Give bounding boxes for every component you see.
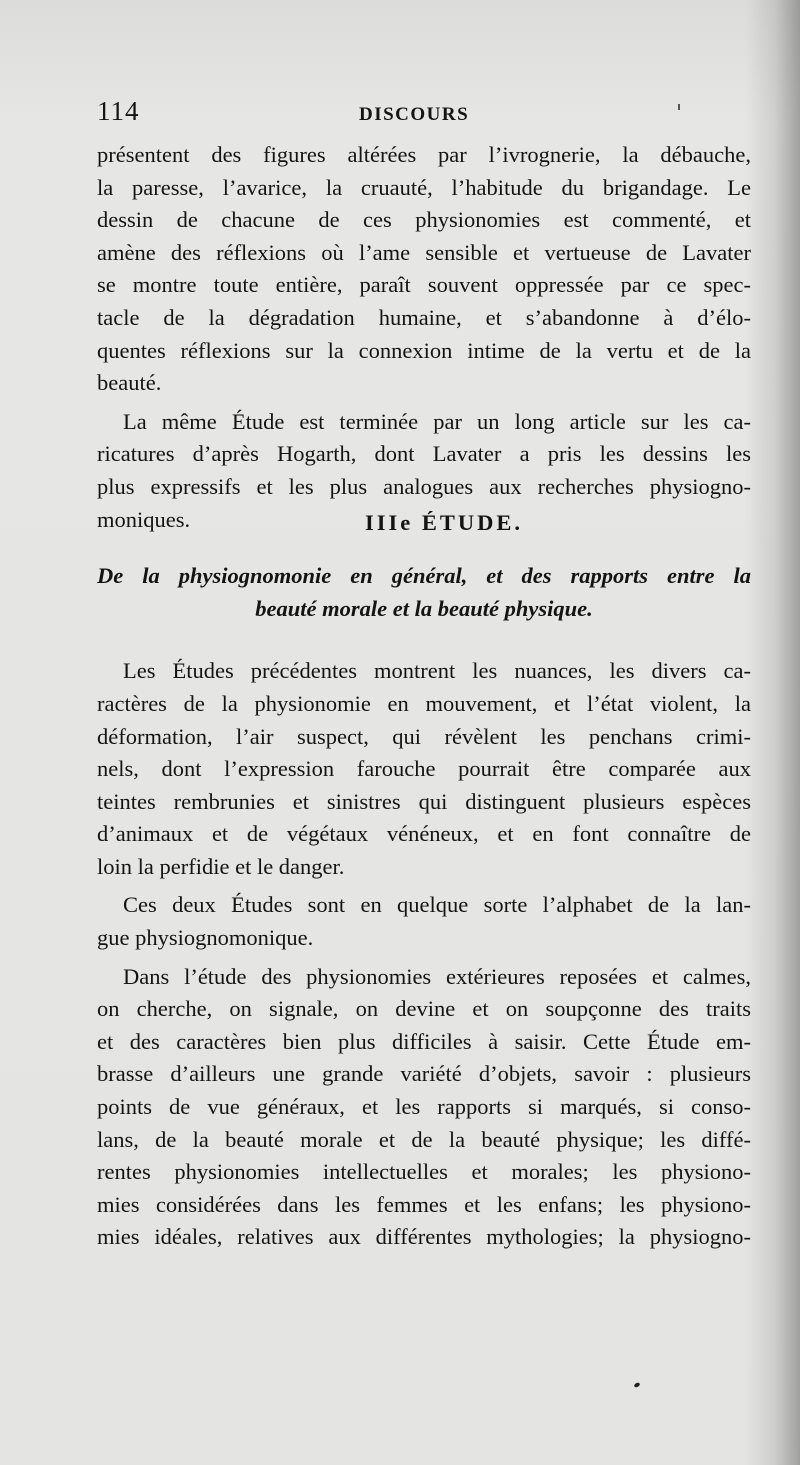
text-line: tacle de la dégradation humaine, et s’abandonne à d’élo- <box>97 304 751 330</box>
text-line: beauté. <box>97 370 162 396</box>
text-line: gue physiognomonique. <box>97 925 314 951</box>
text-line: brasse d’ailleurs une grande variété d’objets, savoir : plusieurs <box>97 1061 751 1087</box>
text-line: et des caractères bien plus difficiles à saisir. Cette Étude em- <box>97 1028 751 1054</box>
running-head <box>97 96 757 134</box>
text-line: teintes rembrunies et sinistres qui distinguent plusieurs espèces <box>97 788 751 814</box>
text-line: rentes physionomies intellectuelles et morales; les physiono- <box>97 1159 751 1185</box>
text-line: quentes réflexions sur la connexion intime de la vertu et de la <box>97 337 751 363</box>
body-text <box>97 139 751 1254</box>
text-line: nels, dont l’expression farouche pourrait être comparée aux <box>97 756 751 782</box>
text-line: plus expressifs et les plus analogues aux recherches physiogno- <box>97 473 751 499</box>
text-line: déformation, l’air suspect, qui révèlent les penchans crimi- <box>97 723 751 749</box>
running-title: DISCOURS <box>359 104 470 125</box>
text-line: mies considérées dans les femmes et les enfans; les physiono- <box>97 1191 751 1217</box>
text-line: dessin de chacune de ces physionomies est commenté, et <box>97 207 751 233</box>
text-line: présentent des figures altérées par l’ivrognerie, la débauche, <box>97 142 751 167</box>
text-line: amène des réflexions où l’ame sensible et vertueuse de Lavater <box>97 239 751 265</box>
paragraph-alphabet <box>97 889 751 954</box>
page-number: 114 <box>97 96 140 126</box>
text-line: la paresse, l’avarice, la cruauté, l’habitude du brigandage. Le <box>97 174 751 200</box>
paragraph-continuation <box>97 139 751 400</box>
paragraph-physionomies <box>97 961 751 1254</box>
text-line: d’animaux et de végétaux vénéneux, et en font connaître de <box>97 821 751 847</box>
text-line: loin la perfidie et le danger. <box>97 853 345 879</box>
text-line: Les Études précédentes montrent les nuances, les divers ca- <box>123 658 751 684</box>
ink-speck <box>678 104 680 110</box>
text-line: ractères de la physionomie en mouvement, et l’état violent, la <box>97 690 751 716</box>
text-line: Dans l’étude des physionomies extérieures reposées et calmes, <box>123 963 751 989</box>
section-heading: IIIe ÉTUDE. <box>364 510 524 536</box>
text-line: Ces deux Études sont en quelque sorte l’alphabet de la lan- <box>123 892 751 918</box>
paragraph-etudes <box>97 655 751 883</box>
text-line: lans, de la beauté morale et de la beauté physique; les diffé- <box>97 1126 751 1152</box>
section-subtitle-line: beauté morale et la beauté physique. <box>255 595 593 621</box>
text-line: se montre toute entière, paraît souvent oppressée par ce spec- <box>97 272 751 298</box>
text-line: moniques. <box>97 506 191 532</box>
section-subtitle-line: De la physiognomonie en général, et des rapports entre la <box>97 563 751 589</box>
text-line: mies idéales, relatives aux différentes mythologies; la physiogno- <box>97 1224 751 1250</box>
text-line: La même Étude est terminée par un long article sur les ca- <box>123 408 751 434</box>
text-line: points de vue généraux, et les rapports si marqués, si conso- <box>97 1094 751 1120</box>
text-line: ricatures d’après Hogarth, dont Lavater a pris les dessins les <box>97 441 751 467</box>
ink-mark <box>633 1382 640 1388</box>
text-line: on cherche, on signale, on devine et on soupçonne des traits <box>97 996 751 1022</box>
